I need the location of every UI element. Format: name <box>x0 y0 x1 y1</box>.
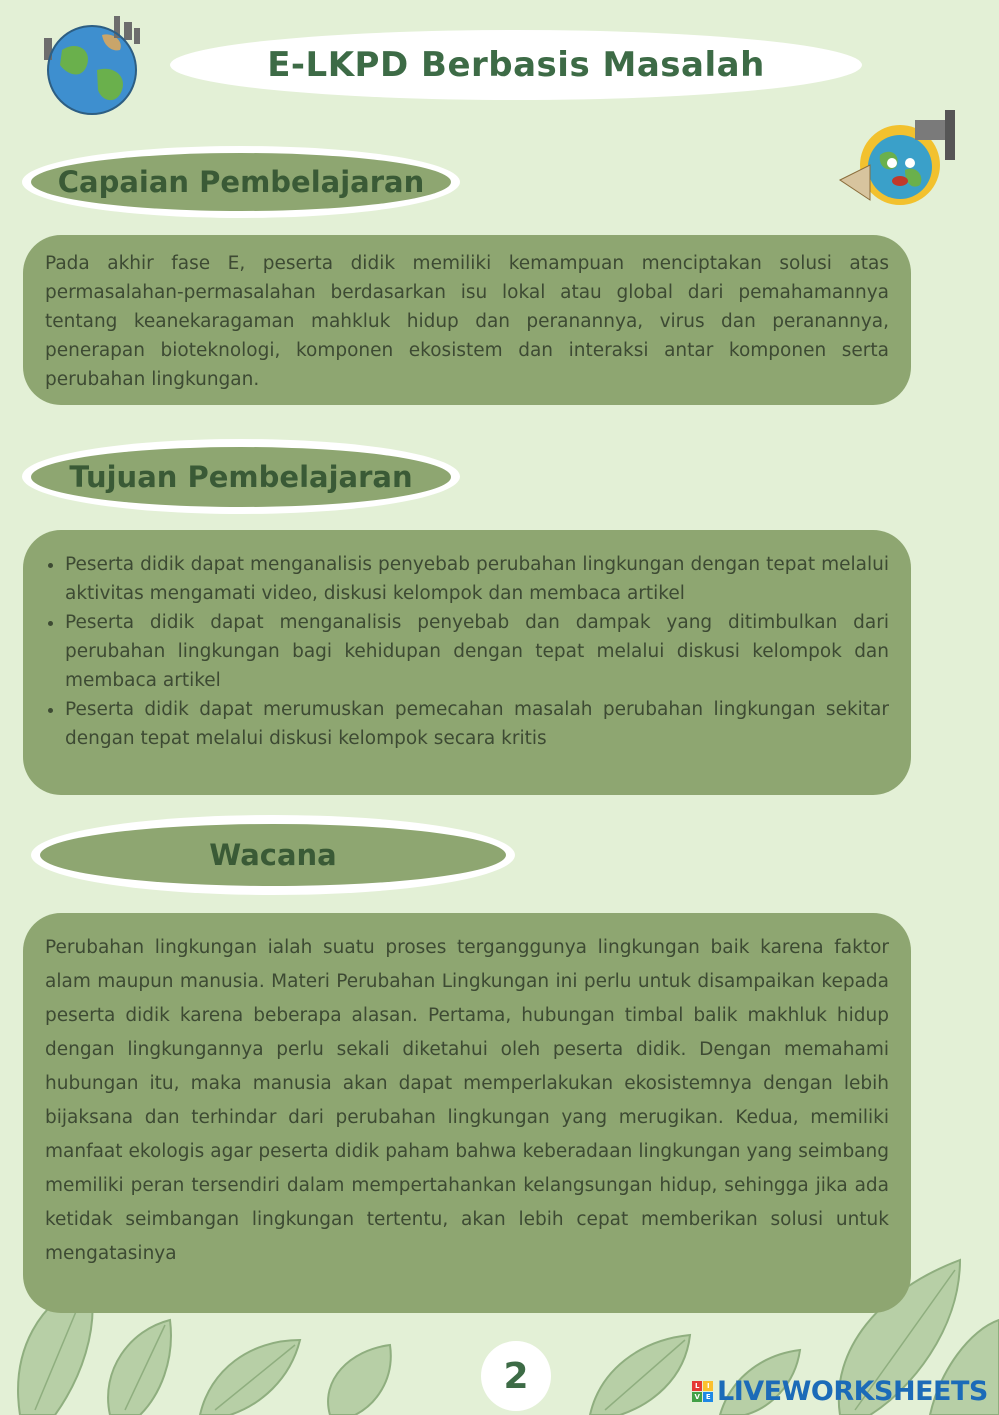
list-item: • Peserta didik dapat merumuskan pemecahan masalah perubahan lingkungan sekitar dengan tepat melalui diskusi kelompok secara kritis <box>65 695 889 753</box>
tujuan-panel <box>23 530 911 795</box>
liveworksheets-logo-icon: L I V E <box>692 1381 713 1402</box>
capaian-panel <box>23 235 911 405</box>
polluted-earth-icon <box>830 105 970 235</box>
watermark-text: LIVEWORKSHEETS <box>717 1375 988 1407</box>
page-number: 2 <box>481 1341 551 1411</box>
page-title: E-LKPD Berbasis Masalah <box>267 45 765 85</box>
capaian-heading: Capaian Pembelajaran <box>31 153 451 211</box>
tujuan-heading-pill <box>22 439 460 514</box>
list-item: • Peserta didik dapat menganalisis penyebab dan dampak yang ditimbulkan dari perubahan lingkungan bagi kehidupan dengan tepat melalui diskusi kelompok dan membaca artikel <box>65 608 889 695</box>
wacana-heading: Wacana <box>40 824 506 886</box>
earth-icon <box>32 10 154 122</box>
list-item: • Peserta didik dapat menganalisis penyebab perubahan lingkungan dengan tepat melalui aktivitas mengamati video, diskusi kelompok dan membaca artikel <box>65 550 889 608</box>
capaian-heading-pill <box>22 146 460 218</box>
capaian-text: Pada akhir fase E, peserta didik memiliki kemampuan menciptakan solusi atas permasalahan-permasalahan berdasarkan isu lokal atau global dari pemahamannya tentang keanekaragaman mahkluk hidup dan peranannya, virus dan peranannya, penerapan bioteknologi, komponen ekosistem dan interaksi antar komponen serta perubahan lingkungan. <box>45 253 889 390</box>
wacana-text: Perubahan lingkungan ialah suatu proses terganggunya lingkungan baik karena faktor alam maupun manusia. Materi Perubahan Lingkungan ini perlu untuk disampaikan kepada peserta didik karena beberapa alasan. Pertama, hubungan timbal balik makhluk hidup dengan lingkungannya perlu sekali diketahui oleh peserta didik. Dengan memahami hubungan itu, maka manusia akan dapat memperlakukan ekosistemnya dengan lebih bijaksana dan terhindar dari perubahan lingkungan yang merugikan. Kedua, memiliki manfaat ekologis agar peserta didik paham bahwa keberadaan lingkungan yang seimbang memiliki peran tersendiri dalam mempertahankan kelangsungan hidup, sehingga jika ada ketidak seimbangan lingkungan tertentu, akan lebih cepat memberikan solusi untuk mengatasinya <box>45 937 889 1264</box>
title-banner <box>170 30 862 100</box>
liveworksheets-watermark[interactable] <box>692 1374 988 1408</box>
tujuan-heading: Tujuan Pembelajaran <box>31 447 451 507</box>
wacana-panel <box>23 913 911 1313</box>
tujuan-list <box>45 550 889 753</box>
wacana-heading-pill <box>31 815 515 895</box>
